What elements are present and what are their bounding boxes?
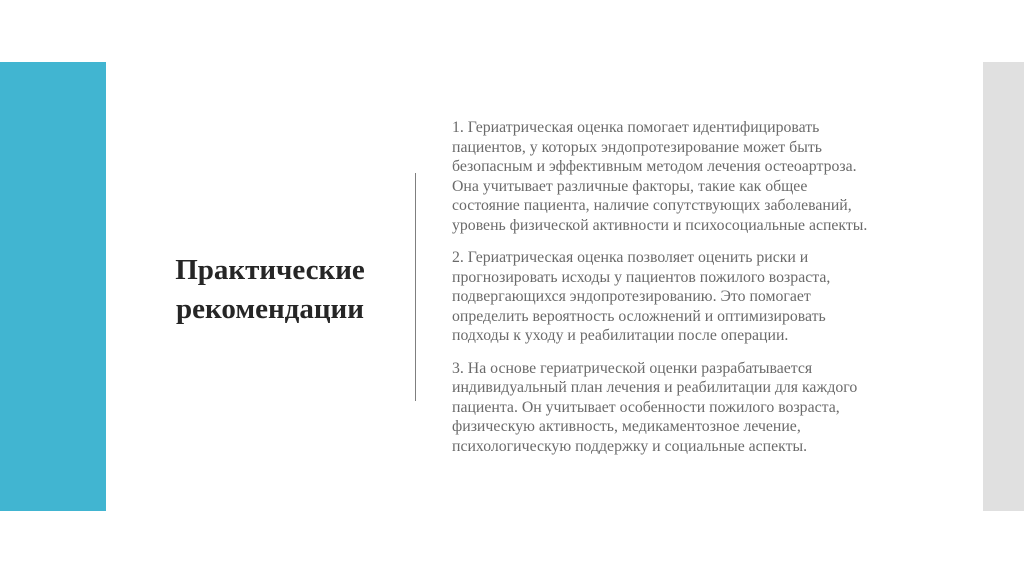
recommendation-paragraph-2: 2. Гериатрическая оценка позволяет оценить риски и прогнозировать исходы у пациентов пожилого возраста, подвергающихся эндопротезированию. Это помогает определить вероятность осложнений и оптимизировать подходы к уходу и реабилитации после операции. <box>452 249 831 344</box>
recommendations-list <box>452 118 952 469</box>
slide-title-line-2: рекомендации <box>176 293 364 325</box>
side-panel-bar <box>983 62 1024 511</box>
recommendation-paragraph-1: 1. Гериатрическая оценка помогает идентифицировать пациентов, у которых эндопротезирование может быть безопасным и эффективным методом лечения остеоартроза. Она учитывает различные факторы, такие как общее состояние пациента, наличие сопутствующих заболеваний, уровень физической активности и психосоциальные аспекты. <box>452 119 868 234</box>
slide-title-line-1: Практические <box>175 254 365 286</box>
slide-title <box>150 251 390 329</box>
vertical-divider <box>415 173 416 401</box>
recommendation-paragraph-3: 3. На основе гериатрической оценки разрабатывается индивидуальный план лечения и реабилитации для каждого пациента. Он учитывает особенности пожилого возраста, физическую активность, медикаментозное лечение, психологическую поддержку и социальные аспекты. <box>452 359 858 455</box>
accent-bar <box>0 62 106 511</box>
